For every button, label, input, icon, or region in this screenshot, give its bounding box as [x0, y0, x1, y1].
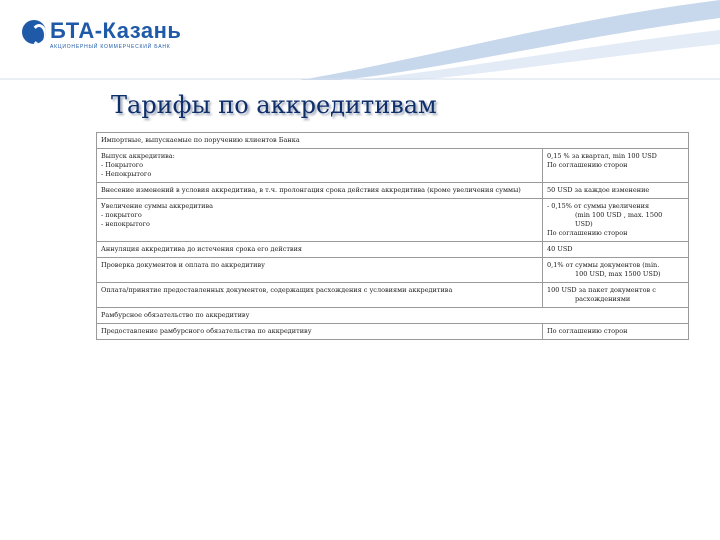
bank-subtitle: АКЦИОНЕРНЫЙ КОММЕРЧЕСКИЙ БАНК: [50, 44, 171, 50]
bank-logo[interactable]: [22, 20, 181, 50]
table-row: [97, 183, 689, 199]
table-row: [97, 199, 689, 242]
table-section-row: [97, 308, 689, 324]
fee-cell: 0,15 % за квартал, min 100 USD По соглашению сторон: [543, 149, 689, 183]
service-cell: Проверка документов и оплата по аккредитиву: [97, 258, 543, 283]
section-header-reimbursement: Рамбурсное обязательство по аккредитиву: [97, 308, 689, 324]
table-section-row: [97, 133, 689, 149]
fee-cell: 40 USD: [543, 242, 689, 258]
bank-name: БТА-Казань: [50, 18, 182, 43]
fee-cell: 0,1% от суммы документов (min. 100 USD, max 1500 USD): [543, 258, 689, 283]
page-title: Тарифы по аккредитивам: [111, 91, 437, 119]
table-row: [97, 283, 689, 308]
section-header-import: Импортные, выпускаемые по поручению клиентов Банка: [97, 133, 689, 149]
bank-logo-icon: [22, 20, 46, 44]
fee-cell: 100 USD за пакет документов с расхождениями: [543, 283, 689, 308]
table-row: [97, 149, 689, 183]
service-cell: Внесение изменений в условия аккредитива, в т.ч. пролонгация срока действия аккредитива (кроме увеличения суммы): [97, 183, 543, 199]
service-cell: Оплата/принятие предоставленных документов, содержащих расхождения с условиями аккредитива: [97, 283, 543, 308]
table-row: [97, 324, 689, 340]
service-cell: Выпуск аккредитива: - Покрытого - Непокрытого: [97, 149, 543, 183]
service-cell: Увеличение суммы аккредитива - покрытого - непокрытого: [97, 199, 543, 242]
table-row: [97, 242, 689, 258]
tariffs-table: [96, 132, 689, 340]
service-cell: Аннуляция аккредитива до истечения срока его действия: [97, 242, 543, 258]
fee-cell: 50 USD за каждое изменение: [543, 183, 689, 199]
header-banner: [0, 0, 720, 80]
service-cell: Предоставление рамбурсного обязательства по аккредитиву: [97, 324, 543, 340]
fee-cell: По соглашению сторон: [543, 324, 689, 340]
fee-cell: - 0,15% от суммы увеличения (min 100 USD , max. 1500 USD) По соглашению сторон: [543, 199, 689, 242]
table-row: [97, 258, 689, 283]
